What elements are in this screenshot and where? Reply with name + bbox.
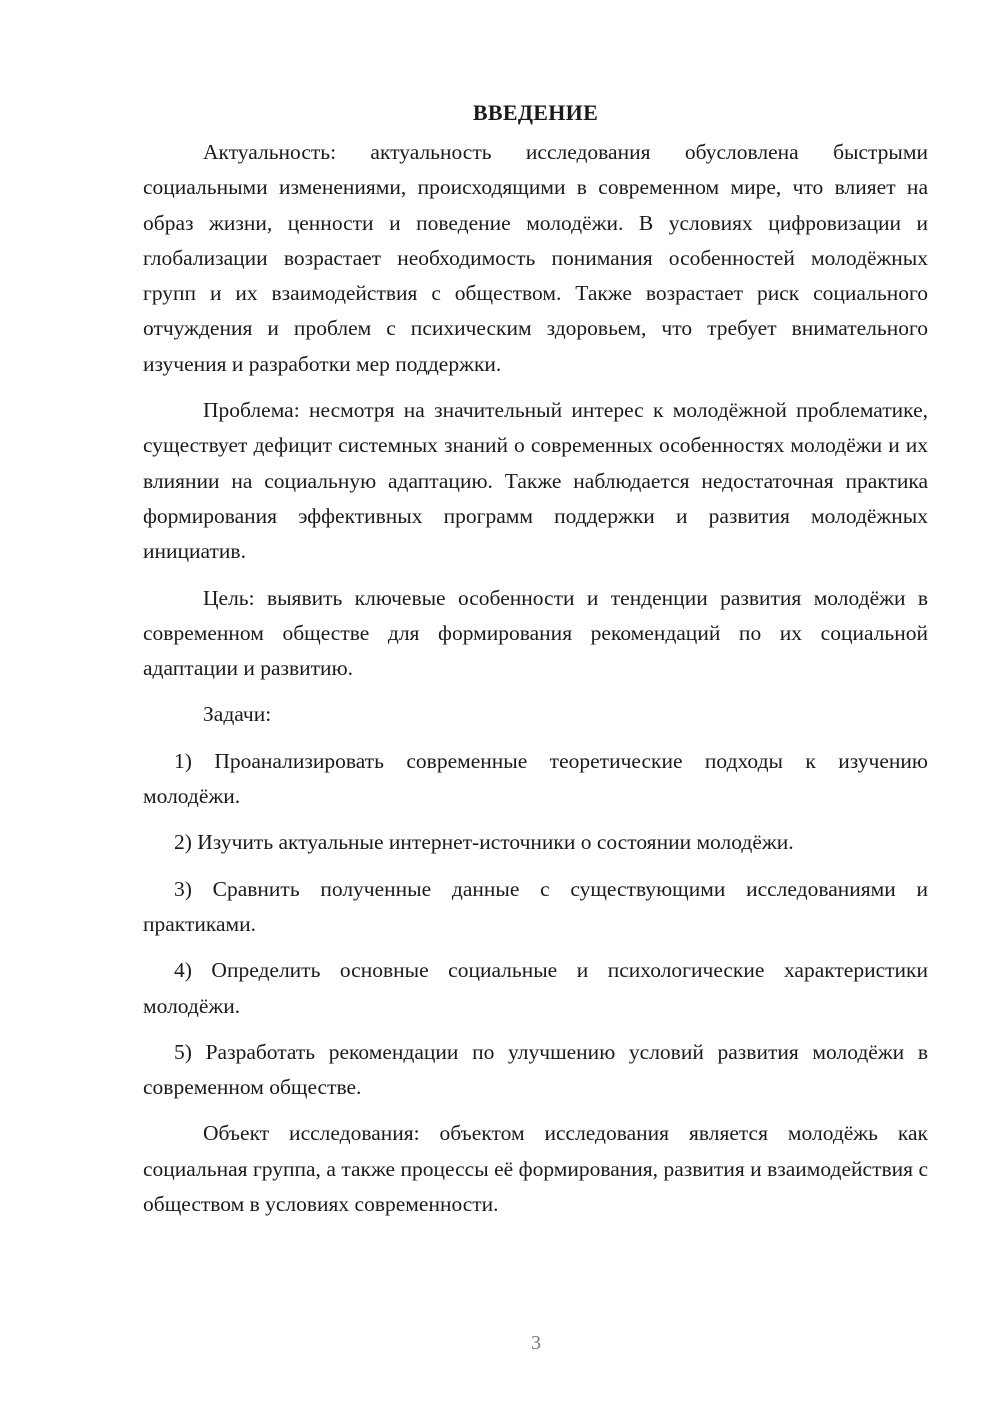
paragraph-relevance: Актуальность: актуальность исследования обусловлена быстрыми социальными изменениями, происходящими в современном мире, что влияет на образ жизни, ценности и поведение молодёжи. В условиях цифровизации и глобализации возрастает необходимость понимания особенностей молодёжных групп и их взаимодействия с обществом. Также возрастает риск социального отчуждения и проблем с психическим здоровьем, что требует внимательного изучения и разработки мер поддержки. (143, 140, 928, 376)
page-content (143, 95, 928, 1222)
task-item-5: 5) Разработать рекомендации по улучшению условий развития молодёжи в современном обществе. (143, 1039, 928, 1100)
paragraph-object: Объект исследования: объектом исследования является молодёжь как социальная группа, а также процессы её формирования, развития и взаимодействия с обществом в условиях современности. (143, 1121, 928, 1217)
task-item-4: 4) Определить основные социальные и психологические характеристики молодёжи. (143, 958, 928, 1018)
tasks-heading: Задачи: (203, 702, 272, 727)
paragraph-goal: Цель: выявить ключевые особенности и тенденции развития молодёжи в современном обществе для формирования рекомендаций по их социальной адаптации и развитию. (143, 585, 928, 681)
task-item-2: 2) Изучить актуальные интернет-источники о состоянии молодёжи. (174, 830, 794, 855)
paragraph-problem: Проблема: несмотря на значительный интерес к молодёжной проблематике, существует дефицит системных знаний о современных особенностях молодёжи и их влиянии на социальную адаптацию. Также наблюдается недостаточная практика формирования эффективных программ поддержки и развития молодёжных инициатив. (143, 398, 928, 564)
task-item-3: 3) Сравнить полученные данные с существующими исследованиями и практиками. (143, 876, 928, 936)
page-number: 3 (531, 1332, 541, 1354)
page-title: ВВЕДЕНИЕ (472, 100, 599, 125)
task-item-1: 1) Проанализировать современные теоретические подходы к изучению молодёжи. (143, 748, 928, 809)
